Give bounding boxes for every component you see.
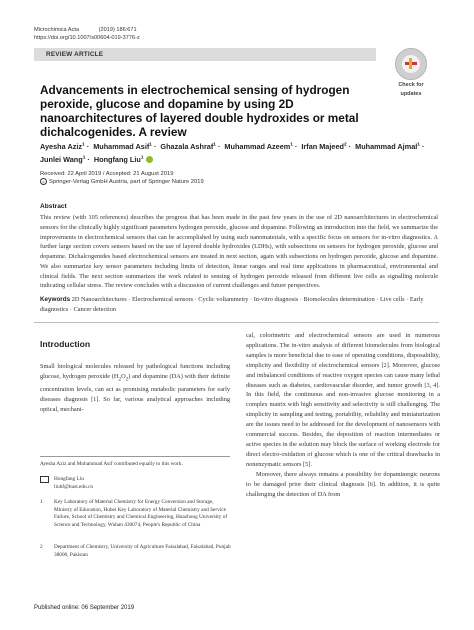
right-column-paragraph-1: cal, colorimetric and electrochemical sensors are used in numerous applications. The in-vitro analysis of different biomolecules from biological samples is more beneficial due to ease of operating conditions, disposability, simplicity and flexibility of electrochemical sensors [2]. Moreover, glucose and imbalanced conditions of reactive oxygen species can cause many lethal diseases such as diabetes, cardiovascular disorder, and tumor growth [3, 4]. In this field, the continuous and non-invasive glucose monitoring in a complex matrix with high sensitivity and selectivity is still challenging. The simplicity in sampling and testing, portability, reliability and miniaturization are the issues need to be addressed for the development of nanosensors with commercial success. Besides, the deposition of reaction intermediates or active species in the solution may block the surface of working electrode for direct electro-oxidation of glucose which is one of the critical drawbacks in nonenzymatic sensors [5]. (246, 332, 440, 468)
keywords-label: Keywords (40, 296, 71, 303)
author[interactable]: Junlei Wang$^1$ (40, 154, 86, 164)
journal-name: Microchimica Acta (34, 27, 80, 33)
author[interactable]: Muhammad Azeem$^1$ (224, 142, 293, 152)
contact-email[interactable]: liuhf@hust.edu.cn (54, 483, 94, 490)
keywords-text: 2D Nanoarchitectures · Electrochemical sensors · Cyclic voltammetry · In-vitro diagnosis · Biomolecules determination · Live cells · Early diagnostics · Cancer detection (40, 296, 424, 313)
copyright-icon: c (40, 178, 47, 185)
mail-icon (40, 476, 49, 483)
affiliation-1-text: Key Laboratory of Material Chemistry for Energy Conversion and Storage, Ministry of Education, Hubei Key Laboratory of Material Chemistry and Service Failure, School of Chemistry and Chemical Engineering, Huazhong University of Science and Technology, Wuhan 430074, People's Republic of China (54, 499, 228, 528)
orcid-icon[interactable] (146, 156, 153, 163)
article-title: Advancements in electrochemical sensing of hydrogen peroxide, glucose and dopamine by using 2D nanoarchitectures of layered double hydroxides or metal dichalcogenides. A review (40, 83, 359, 139)
check-for-updates-badge[interactable] (391, 48, 431, 98)
contact-name: Hongfang Liu (54, 476, 84, 482)
crossmark-icon (395, 48, 427, 80)
author[interactable]: Hongfang Liu$^1$ (93, 154, 144, 164)
author-list: Ayesha Aziz$^1$ · Muhammad Asif$^1$ · Ghazala Ashraf$^1$ · Muhammad Azeem$^1$ · Irfan Majeed$^2$ · Muhammad Ajmal$^1$ · Junlei Wang$^1$ · Hongfang Liu$^1$ (40, 142, 425, 164)
divider (34, 322, 439, 323)
author[interactable]: Irfan Majeed$^2$ (301, 142, 347, 152)
author[interactable]: Muhammad Asif$^1$ (93, 142, 152, 152)
doi-link[interactable]: https://doi.org/10.1007/s00604-019-3776-z (34, 35, 140, 41)
introduction-heading: Introduction (40, 339, 91, 349)
badge-line1: Check for (398, 82, 424, 88)
badge-line2: updates (400, 90, 422, 97)
left-column (40, 331, 230, 415)
footnote-divider (40, 456, 230, 457)
affiliation-1 (40, 499, 232, 529)
abstract-heading: Abstract (40, 203, 67, 210)
corresponding-author (40, 476, 232, 491)
affiliation-2 (40, 544, 232, 559)
right-column-paragraph-2: Moreover, there always remains a possibility for dopaminergic neurons to be damaged prior their clinical diagnosis [6]. In addition, it is quite challenging the detection of DA from (246, 470, 440, 498)
right-column (246, 331, 440, 499)
author[interactable]: Ghazala Ashraf$^1$ (160, 142, 216, 152)
article-type: REVIEW ARTICLE (46, 51, 104, 58)
affiliation-2-mark: 2 (40, 544, 43, 550)
affiliation-2-text: Department of Chemistry, University of Agriculture Faisalabad, Faisalabad, Punjab 38000, Pakistan (54, 544, 231, 558)
article-dates (40, 170, 204, 186)
article-type-band (34, 48, 376, 61)
introduction-body: Small biological molecules released by pathological functions including glucose, hydrogen peroxide $(H_2O_2)$ and dopamine (DA) with their definite concentration levels, can act as promising metabolic parameters for early diseases diagnosis [1]. So far, various analytical approaches including optical, mechani- (40, 363, 230, 413)
keywords (40, 295, 438, 315)
affiliation-1-mark: 1 (40, 499, 43, 505)
footnote-equal-contribution: Ayesha Aziz and Muhammad Asif contributed equally to this work. (40, 461, 183, 467)
journal-header (34, 26, 155, 42)
received-accepted: Received: 22 April 2019 / Accepted: 21 August 2019 (40, 171, 174, 177)
published-online: Published online: 06 September 2019 (34, 605, 135, 611)
abstract-body: This review (with 105 references) describes the progress that has been made in the past few years in the use of 2D nanoarchitectures in electrochemical sensors for the clinically highly significant parameters hydrogen peroxide, glucose and dopamine. Following an introduction into the field, we summarize the improvements in electrochemical sensors that can be accomplished by using such nanomaterials, with a specific focus on sensors for in-vitro diagnostics. A further large section covers sensors based on the use of layered double hydroxides (LDHs), with subsections on sensors for hydrogen peroxide, glucose and dopamine. Dichalcogenides based electrochemical sensors are treated in next section, again with subsections on hydrogen peroxide, glucose and dopamine. We also summarize key sensor parameters including limits of detection, linear ranges and real time applications in pharmaceutical, environmental and clinical fields. The next section summarizes the work related to sensing of hydrogen peroxide released from different live cells as signalling molecule indicating cellular stress. The review concludes with a discussion of current challenges and future perspectives. (40, 214, 438, 290)
copyright-line: Springer-Verlag GmbH Austria, part of Springer Nature 2019 (49, 179, 204, 185)
author[interactable]: Ayesha Aziz$^1$ (40, 142, 85, 152)
author[interactable]: Muhammad Ajmal$^1$ (355, 142, 420, 152)
volume-info: (2019) 186:671 (98, 27, 137, 33)
